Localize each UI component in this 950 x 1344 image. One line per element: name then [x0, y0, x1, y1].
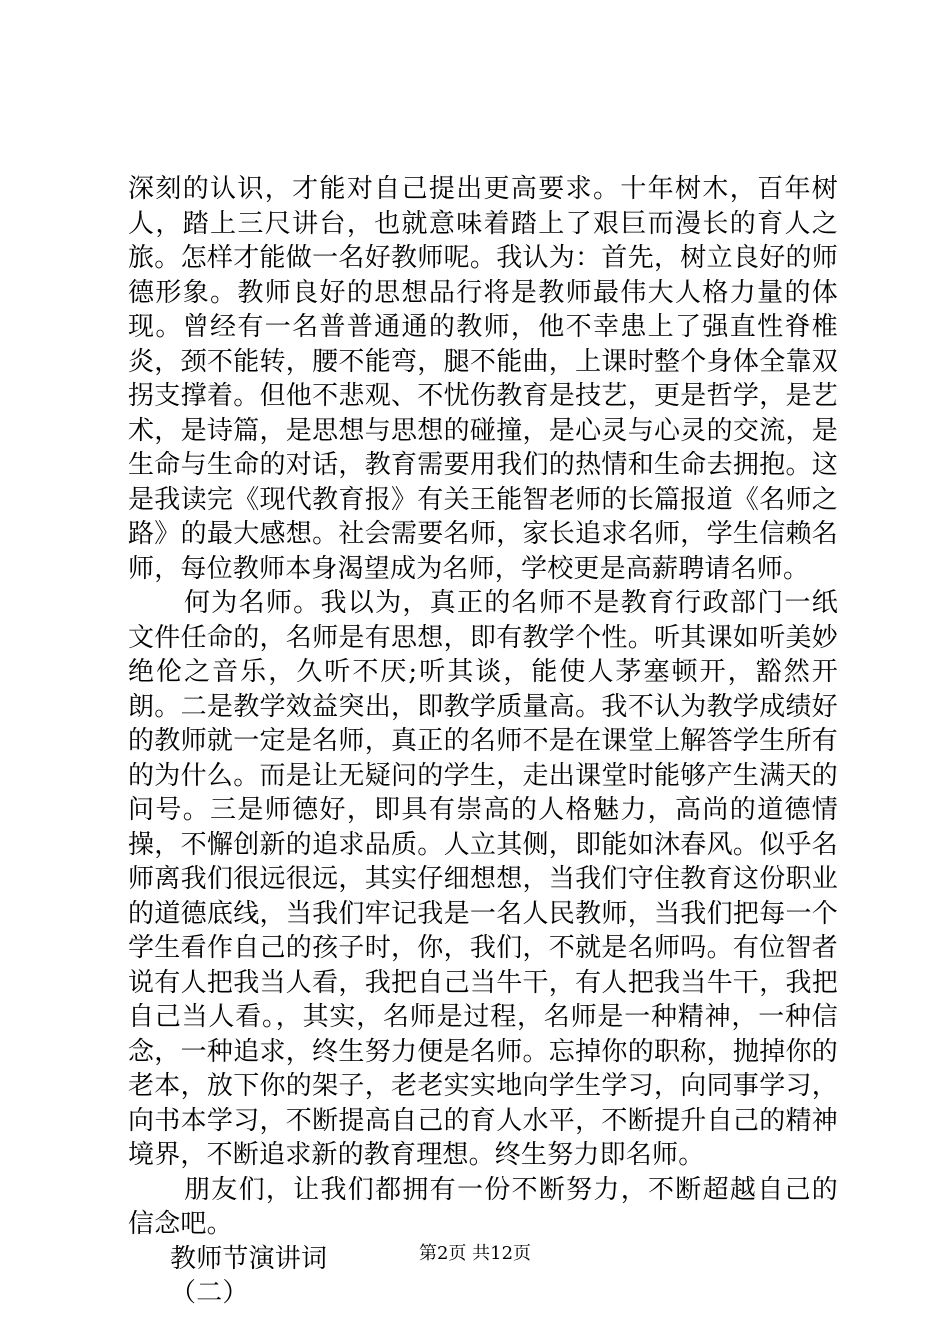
- section-heading: 教师节演讲词: [170, 1243, 328, 1274]
- paragraph-3: 朋友们，让我们都拥有一份不断努力，不断超越自己的信念吧。: [128, 1174, 838, 1239]
- paragraph-2: 何为名师。我以为，真正的名师不是教育行政部门一纸文件任命的，名师是有思想，即有教学个性。听其课如听美妙绝伦之音乐，久听不厌;听其谈，能使人茅塞顿开，豁然开朗。二是教学效益突出，即教学质量高。我不认为教学成绩好的教师就一定是名师，真正的名师不是在课堂上解答学生所有的为什么。而是让无疑问的学生，走出课堂时能够产生满天的问号。三是师德好，即具有崇高的人格魅力，高尚的道德情操，不懈创新的追求品质。人立其侧，即能如沐春风。似乎名师离我们很远很远，其实仔细想想，当我们守住教育这份职业的道德底线，当我们牢记我是一名人民教师，当我们把每一个学生看作自己的孩子时，你，我们，不就是名师吗。有位智者说有人把我当人看，我把自己当牛干，有人把我当牛干，我把自己当人看。，其实，名师是过程，名师是一种精神，一种信念，一种追求，终生努力便是名师。忘掉你的职称，抛掉你的老本，放下你的架子，老老实实地向学生学习，向同事学习，向书本学习，不断提高自己的育人水平，不断提升自己的精神境界，不断追求新的教育理想。终生努力即名师。: [128, 588, 838, 1170]
- section-subheading: （二）: [170, 1278, 249, 1308]
- paragraph-1: 深刻的认识，才能对自己提出更高要求。十年树木，百年树人，踏上三尺讲台，也就意味着踏上了艰巨而漫长的育人之旅。怎样才能做一名好教师呢。我认为：首先，树立良好的师德形象。教师良好的思想品行将是教师最伟大人格力量的体现。曾经有一名普普通通的教师，他不幸患上了强直性脊椎炎，颈不能转，腰不能弯，腿不能曲，上课时整个身体全靠双拐支撑着。但他不悲观、不忧伤教育是技艺，更是哲学，是艺术，是诗篇，是思想与思想的碰撞，是心灵与心灵的交流，是生命与生命的对话，教育需要用我们的热情和生命去拥抱。这是我读完《现代教育报》有关王能智老师的长篇报道《名师之路》的最大感想。社会需要名师，家长追求名师，学生信赖名师，每位教师本身渴望成为名师，学校更是高薪聘请名师。: [128, 174, 838, 584]
- page-footer: 第2页 共12页: [418, 1243, 532, 1264]
- document-body: [128, 172, 838, 1311]
